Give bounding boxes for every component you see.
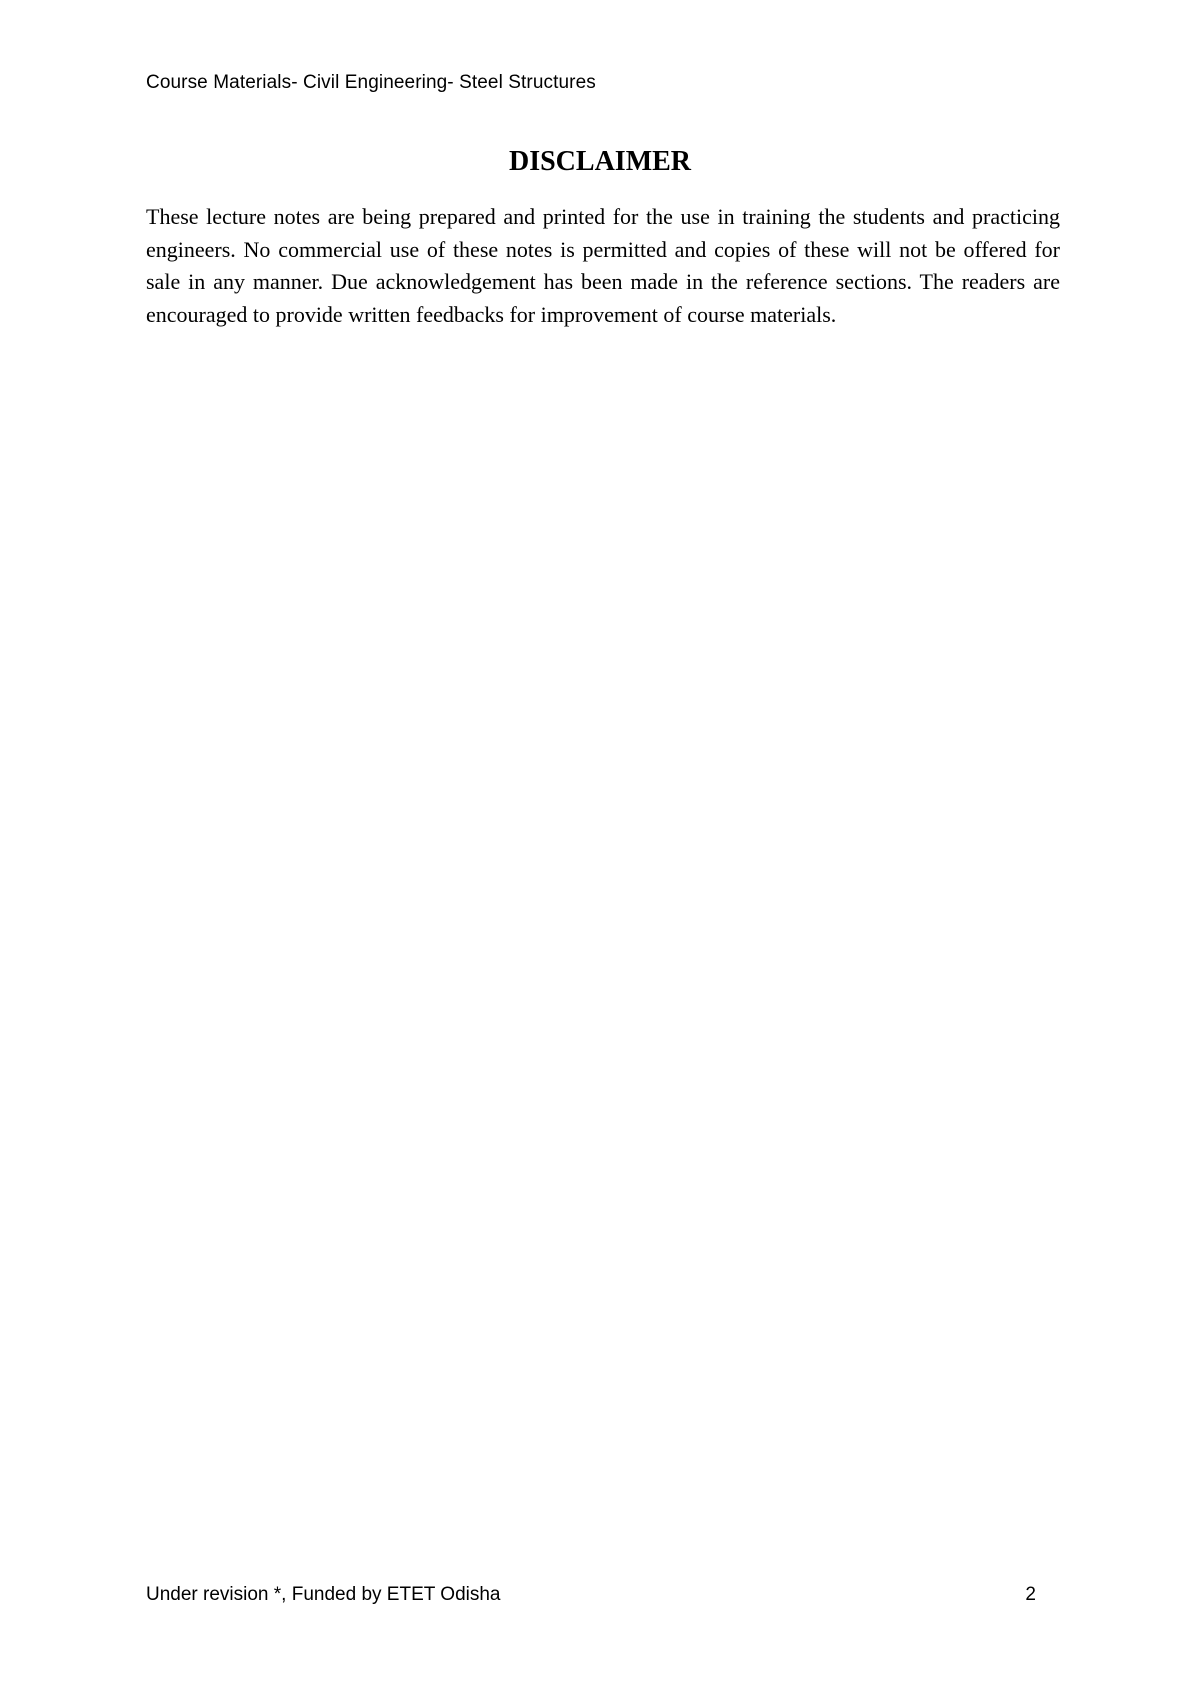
- disclaimer-title: DISCLAIMER: [508, 146, 692, 177]
- footer-note: Under revision *, Funded by ETET Odisha: [146, 1584, 501, 1605]
- disclaimer-paragraph: These lecture notes are being prepared and printed for the use in training the students and practicing engineers. No commercial use of these notes is permitted and copies of these will not be offered for sale in any manner. Due acknowledgement has been made in the reference sections. The readers are encouraged to provide written feedbacks for improvement of course materials.: [146, 204, 1060, 327]
- page-number: 2: [1025, 1584, 1036, 1605]
- page-header: Course Materials- Civil Engineering- Steel Structures: [146, 72, 596, 93]
